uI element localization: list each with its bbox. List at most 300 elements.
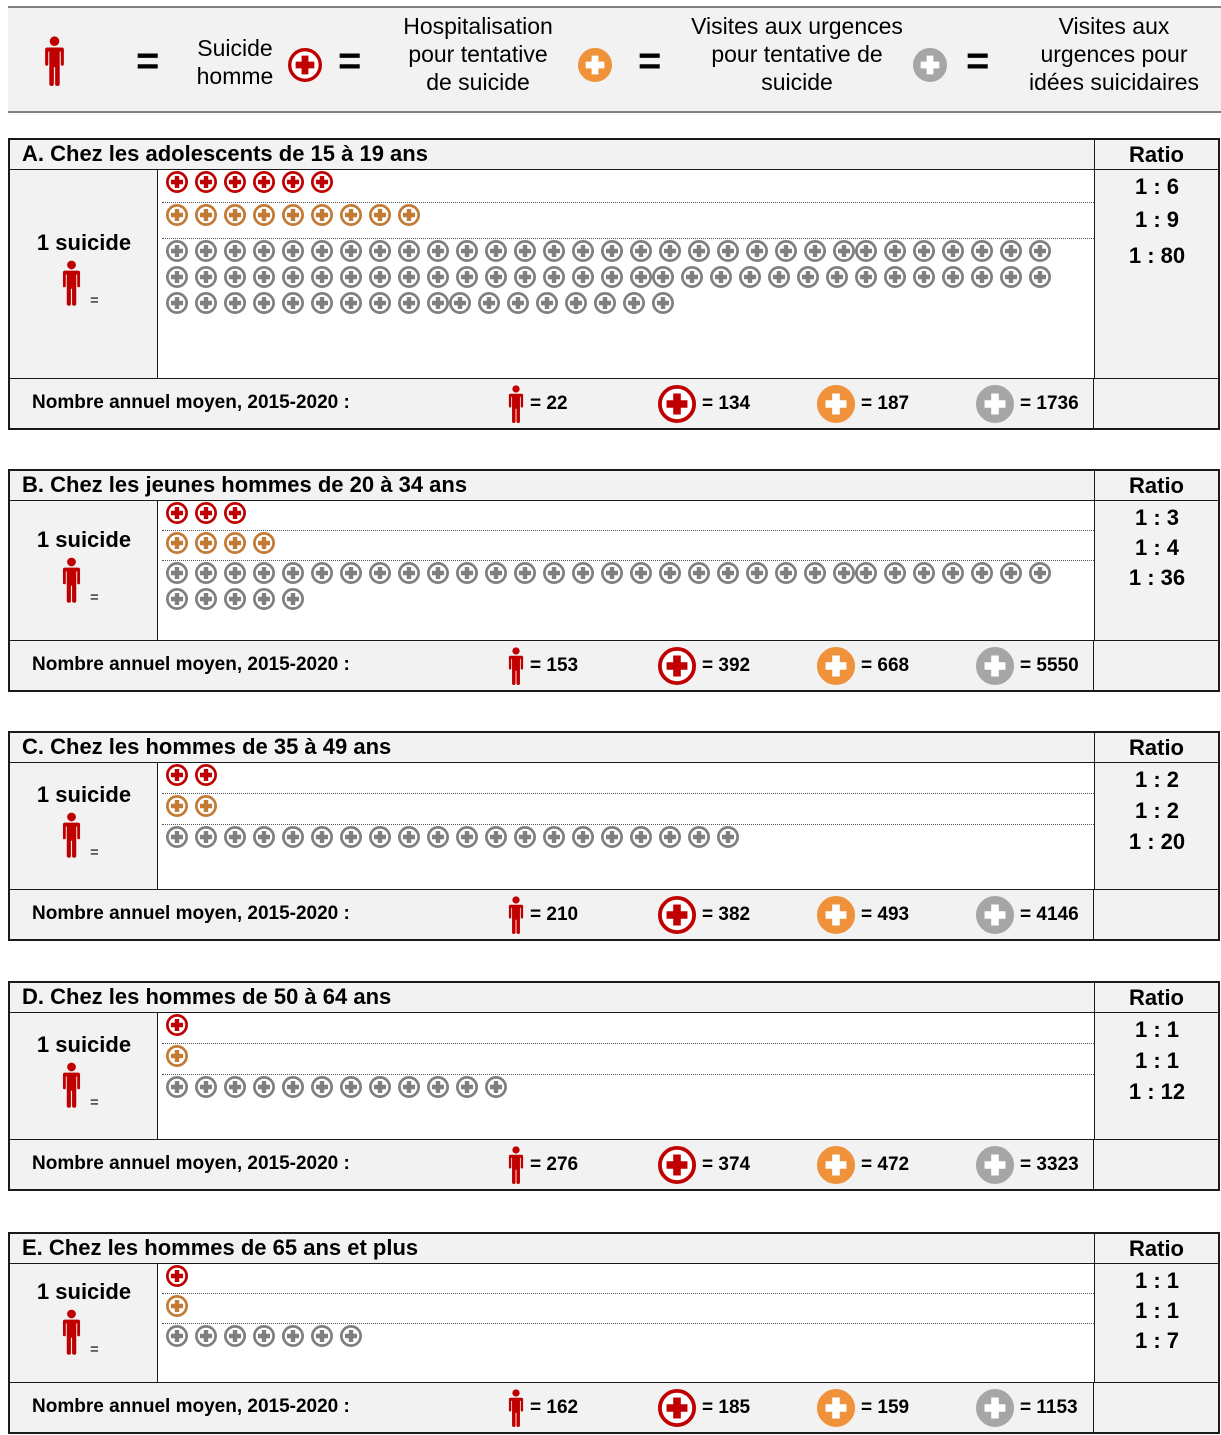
gray-cross-icon: [659, 240, 681, 262]
hosp-row: [162, 170, 1094, 203]
section-header: [10, 983, 1218, 1013]
gray-cross-icon: [427, 1076, 449, 1098]
gray-cross-icon: [804, 240, 826, 262]
section-footer: [10, 889, 1218, 939]
orange-cross-icon: [166, 204, 188, 226]
gray-cross-icon: [253, 266, 275, 288]
gray-cross-icon: [543, 240, 565, 262]
ratio-header: Ratio: [1094, 983, 1218, 1012]
orange-cross-icon: [311, 204, 333, 226]
gray-cross-icon: [340, 826, 362, 848]
gray-cross-icon: [485, 1076, 507, 1098]
gray-cross-icon: [688, 826, 710, 848]
man-icon: [62, 557, 81, 608]
gray-cross-icon: [456, 240, 478, 262]
orange-cross-icon: [224, 532, 246, 554]
gray-cross-icon: [456, 1076, 478, 1098]
gray-cross-icon: [282, 266, 304, 288]
ratio-value: 1 : 2: [1134, 767, 1180, 792]
one-suicide-cell: [10, 170, 158, 378]
ed_ideation-row: [162, 1075, 1094, 1143]
gray-cross-icon: [913, 240, 935, 262]
pictogram-area: [158, 170, 1094, 378]
annual-count-ed_attempt: [817, 1146, 909, 1184]
gray-cross-icon: [369, 826, 391, 848]
gray-cross-icon: [456, 826, 478, 848]
chart-section-c: [8, 731, 1220, 941]
annual-average-label: Nombre annuel moyen, 2015-2020 :: [32, 654, 350, 675]
ratio-value: 1 : 6: [1134, 174, 1180, 199]
red-cross-icon: [658, 647, 696, 685]
gray-cross-icon: [311, 266, 333, 288]
equals-sign: =: [90, 1094, 99, 1111]
orange-cross-icon: [195, 532, 217, 554]
gray-cross-icon: [971, 266, 993, 288]
red-cross-icon: [195, 502, 217, 524]
icons-wrap: [166, 1325, 1066, 1351]
ratio-value: 1 : 12: [1128, 1079, 1186, 1104]
red-cross-icon: [224, 502, 246, 524]
annual-count-hosp: [658, 1389, 750, 1427]
man-icon: [508, 385, 524, 423]
orange-cross-icon: [253, 532, 275, 554]
footer-divider: [1093, 1140, 1094, 1189]
orange-cross-icon: [817, 1146, 855, 1184]
gray-cross-icon: [681, 266, 703, 288]
annual-count-ed_attempt: [817, 385, 909, 423]
gray-cross-icon: [166, 1076, 188, 1098]
gray-cross-icon: [195, 588, 217, 610]
annual-count-value: = 374: [702, 1154, 751, 1175]
annual-count-value: = 382: [702, 904, 751, 925]
section-body: [10, 1013, 1218, 1139]
gray-cross-icon: [195, 1076, 217, 1098]
gray-cross-icon: [630, 240, 652, 262]
gray-cross-icon: [630, 266, 652, 288]
gray-cross-icon: [166, 562, 188, 584]
gray-cross-icon: [976, 1146, 1014, 1184]
footer-divider: [1093, 1383, 1094, 1432]
gray-cross-icon: [826, 266, 848, 288]
gray-cross-icon: [195, 826, 217, 848]
gray-cross-icon: [485, 240, 507, 262]
gray-cross-icon: [543, 562, 565, 584]
section-header: [10, 733, 1218, 763]
gray-cross-icon: [369, 266, 391, 288]
icons-wrap: [166, 1265, 1066, 1291]
icons-wrap: [166, 1295, 1066, 1321]
gray-cross-icon: [282, 240, 304, 262]
gray-cross-icon: [942, 562, 964, 584]
gray-cross-icon: [572, 266, 594, 288]
red-cross-icon: [166, 1265, 188, 1287]
annual-count-value: = 1153: [1020, 1397, 1078, 1418]
orange-cross-icon: [195, 795, 217, 817]
gray-cross-icon: [514, 562, 536, 584]
ratio-header: Ratio: [1094, 140, 1218, 169]
annual-count-suicide: [508, 1389, 578, 1427]
annual-count-value: = 159: [861, 1397, 910, 1418]
icons-wrap: [166, 204, 1066, 230]
legend-label: [180, 34, 290, 90]
orange-cross-icon: [578, 48, 612, 82]
chart-section-e: [8, 1232, 1220, 1434]
gray-cross-icon: [1000, 562, 1022, 584]
pictogram-area: [158, 763, 1094, 889]
gray-cross-icon: [253, 240, 275, 262]
ratio-column: [1094, 1264, 1218, 1382]
gray-cross-icon: [224, 562, 246, 584]
gray-cross-icon: [572, 240, 594, 262]
ratio-value: 1 : 1: [1134, 1048, 1180, 1073]
gray-cross-icon: [166, 240, 188, 262]
gray-cross-icon: [855, 266, 877, 288]
one-suicide-label: 1 suicide: [36, 230, 132, 255]
gray-cross-icon: [398, 1076, 420, 1098]
annual-count-hosp: [658, 1146, 750, 1184]
ed_attempt-row: [162, 203, 1094, 239]
gray-cross-icon: [224, 292, 246, 314]
gray-cross-icon: [282, 1076, 304, 1098]
gray-cross-icon: [855, 562, 877, 584]
gray-cross-icon: [311, 1325, 333, 1347]
orange-cross-icon: [166, 1295, 188, 1317]
gray-cross-icon: [507, 292, 529, 314]
gray-cross-icon: [427, 562, 449, 584]
man-icon: [62, 812, 81, 863]
gray-cross-icon: [565, 292, 587, 314]
section-body: [10, 170, 1218, 378]
gray-cross-icon: [427, 266, 449, 288]
ed_attempt-row: [162, 1044, 1094, 1075]
gray-cross-icon: [768, 266, 790, 288]
icons-wrap: [166, 1076, 1066, 1102]
gray-cross-icon: [514, 240, 536, 262]
legend-label-line: pour tentative de: [711, 41, 883, 67]
annual-count-value: = 210: [530, 904, 579, 925]
ratio-header: Ratio: [1094, 733, 1218, 762]
annual-count-value: = 3323: [1020, 1154, 1079, 1175]
gray-cross-icon: [195, 266, 217, 288]
gray-cross-icon: [253, 588, 275, 610]
ratio-value: 1 : 20: [1128, 829, 1186, 854]
gray-cross-icon: [485, 826, 507, 848]
gray-cross-icon: [543, 826, 565, 848]
gray-cross-icon: [427, 240, 449, 262]
annual-count-ed_ideation: [976, 1146, 1079, 1184]
gray-cross-icon: [630, 826, 652, 848]
man-icon: [62, 260, 81, 311]
one-suicide-label: 1 suicide: [36, 782, 132, 807]
man-icon: [44, 36, 65, 86]
red-cross-icon: [282, 171, 304, 193]
man-icon: [62, 1309, 81, 1360]
red-cross-icon: [311, 171, 333, 193]
orange-cross-icon: [195, 204, 217, 226]
hosp-row: [162, 1013, 1094, 1044]
gray-cross-icon: [224, 240, 246, 262]
gray-cross-icon: [572, 562, 594, 584]
gray-cross-icon: [282, 588, 304, 610]
ratio-column: [1094, 1013, 1218, 1139]
ratio-value: 1 : 1: [1134, 1268, 1180, 1293]
icons-wrap: [166, 562, 1066, 614]
gray-cross-icon: [833, 562, 855, 584]
gray-cross-icon: [1000, 240, 1022, 262]
annual-count-hosp: [658, 647, 750, 685]
section-footer: [10, 640, 1218, 690]
ratio-column: [1094, 501, 1218, 640]
ed_ideation-row: [162, 561, 1094, 644]
hosp-row: [162, 501, 1094, 531]
annual-count-value: = 1736: [1020, 393, 1079, 414]
footer-divider: [1093, 890, 1094, 939]
gray-cross-icon: [572, 826, 594, 848]
ed_attempt-row: [162, 531, 1094, 561]
orange-cross-icon: [340, 204, 362, 226]
icons-wrap: [166, 1045, 1066, 1071]
gray-cross-icon: [884, 266, 906, 288]
annual-average-label: Nombre annuel moyen, 2015-2020 :: [32, 903, 350, 924]
ratio-value: 1 : 7: [1134, 1328, 1180, 1353]
gray-cross-icon: [942, 266, 964, 288]
section-footer: [10, 378, 1218, 428]
one-suicide-label: 1 suicide: [36, 526, 132, 552]
gray-cross-icon: [623, 292, 645, 314]
man-icon: [508, 1146, 524, 1184]
gray-cross-icon: [340, 240, 362, 262]
ratio-column: [1094, 170, 1218, 378]
red-cross-icon: [288, 48, 322, 82]
gray-cross-icon: [1029, 266, 1051, 288]
gray-cross-icon: [224, 266, 246, 288]
section-header: [10, 1234, 1218, 1264]
gray-cross-icon: [398, 240, 420, 262]
red-cross-icon: [166, 764, 188, 786]
red-cross-icon: [166, 502, 188, 524]
gray-cross-icon: [1000, 266, 1022, 288]
annual-count-value: = 493: [861, 904, 910, 925]
gray-cross-icon: [195, 1325, 217, 1347]
gray-cross-icon: [166, 292, 188, 314]
orange-cross-icon: [166, 532, 188, 554]
icons-wrap: [166, 240, 1066, 318]
hosp-row: [162, 1264, 1094, 1294]
gray-cross-icon: [543, 266, 565, 288]
gray-cross-icon: [976, 647, 1014, 685]
gray-cross-icon: [369, 562, 391, 584]
gray-cross-icon: [340, 266, 362, 288]
annual-count-value: = 5550: [1020, 655, 1079, 676]
gray-cross-icon: [282, 292, 304, 314]
annual-count-value: = 276: [530, 1154, 579, 1175]
annual-count-value: = 4146: [1020, 904, 1079, 925]
gray-cross-icon: [514, 266, 536, 288]
gray-cross-icon: [282, 1325, 304, 1347]
legend-label-line: urgences pour: [1040, 41, 1188, 67]
section-title: B. Chez les jeunes hommes de 20 à 34 ans: [22, 472, 468, 497]
section-footer: [10, 1382, 1218, 1432]
gray-cross-icon: [253, 292, 275, 314]
section-footer: [10, 1139, 1218, 1189]
gray-cross-icon: [1029, 240, 1051, 262]
gray-cross-icon: [398, 292, 420, 314]
annual-count-value: = 187: [861, 393, 910, 414]
ratio-value: 1 : 1: [1134, 1298, 1180, 1323]
section-title: C. Chez les hommes de 35 à 49 ans: [22, 734, 392, 759]
section-header: [10, 471, 1218, 501]
gray-cross-icon: [746, 240, 768, 262]
chart-section-d: [8, 981, 1220, 1191]
red-cross-icon: [658, 1389, 696, 1427]
footer-divider: [1093, 379, 1094, 428]
gray-cross-icon: [594, 292, 616, 314]
ratio-header: Ratio: [1094, 1234, 1218, 1263]
gray-cross-icon: [976, 896, 1014, 934]
legend-label-line: de suicide: [426, 69, 530, 95]
footer-divider: [1093, 641, 1094, 690]
gray-cross-icon: [536, 292, 558, 314]
section-title: A. Chez les adolescents de 15 à 19 ans: [22, 141, 428, 166]
gray-cross-icon: [833, 240, 855, 262]
gray-cross-icon: [224, 588, 246, 610]
orange-cross-icon: [398, 204, 420, 226]
gray-cross-icon: [884, 240, 906, 262]
red-cross-icon: [253, 171, 275, 193]
section-title: E. Chez les hommes de 65 ans et plus: [22, 1235, 419, 1260]
gray-cross-icon: [195, 292, 217, 314]
gray-cross-icon: [688, 562, 710, 584]
gray-cross-icon: [166, 1325, 188, 1347]
gray-cross-icon: [398, 826, 420, 848]
orange-cross-icon: [369, 204, 391, 226]
gray-cross-icon: [652, 266, 674, 288]
gray-cross-icon: [224, 826, 246, 848]
gray-cross-icon: [253, 1325, 275, 1347]
gray-cross-icon: [311, 240, 333, 262]
orange-cross-icon: [282, 204, 304, 226]
gray-cross-icon: [340, 292, 362, 314]
gray-cross-icon: [688, 240, 710, 262]
gray-cross-icon: [659, 826, 681, 848]
gray-cross-icon: [775, 562, 797, 584]
gray-cross-icon: [224, 1325, 246, 1347]
gray-cross-icon: [913, 562, 935, 584]
gray-cross-icon: [340, 1325, 362, 1347]
gray-cross-icon: [659, 562, 681, 584]
orange-cross-icon: [817, 647, 855, 685]
red-cross-icon: [658, 896, 696, 934]
gray-cross-icon: [652, 292, 674, 314]
ed_attempt-row: [162, 794, 1094, 825]
gray-cross-icon: [601, 826, 623, 848]
ratio-value: 1 : 2: [1134, 798, 1180, 823]
red-cross-icon: [658, 1146, 696, 1184]
orange-cross-icon: [253, 204, 275, 226]
icons-wrap: [166, 795, 1066, 821]
gray-cross-icon: [166, 588, 188, 610]
gray-cross-icon: [971, 240, 993, 262]
annual-average-label: Nombre annuel moyen, 2015-2020 :: [32, 1396, 350, 1417]
gray-cross-icon: [1029, 562, 1051, 584]
gray-cross-icon: [311, 562, 333, 584]
gray-cross-icon: [166, 266, 188, 288]
red-cross-icon: [166, 171, 188, 193]
legend-equals: =: [966, 39, 990, 83]
gray-cross-icon: [884, 562, 906, 584]
legend-equals: =: [338, 39, 362, 83]
ed_ideation-row: [162, 825, 1094, 893]
gray-cross-icon: [456, 266, 478, 288]
legend-label: [1008, 12, 1220, 96]
section-header: [10, 140, 1218, 170]
legend-label-line: idées suicidaires: [1028, 69, 1200, 95]
ratio-header: Ratio: [1094, 471, 1218, 500]
ratio-value: 1 : 1: [1134, 1017, 1180, 1042]
equals-sign: =: [90, 292, 99, 309]
gray-cross-icon: [253, 826, 275, 848]
one-suicide-cell: [10, 1013, 158, 1139]
gray-cross-icon: [855, 240, 877, 262]
ratio-value: 1 : 9: [1134, 207, 1180, 232]
gray-cross-icon: [311, 292, 333, 314]
section-body: [10, 763, 1218, 889]
gray-cross-icon: [253, 562, 275, 584]
gray-cross-icon: [514, 826, 536, 848]
gray-cross-icon: [913, 266, 935, 288]
icons-wrap: [166, 171, 1066, 197]
annual-count-suicide: [508, 1146, 578, 1184]
gray-cross-icon: [166, 826, 188, 848]
gray-cross-icon: [717, 240, 739, 262]
gray-cross-icon: [311, 1076, 333, 1098]
gray-cross-icon: [398, 562, 420, 584]
gray-cross-icon: [427, 826, 449, 848]
orange-cross-icon: [166, 1045, 188, 1067]
gray-cross-icon: [478, 292, 500, 314]
annual-count-hosp: [658, 896, 750, 934]
orange-cross-icon: [224, 204, 246, 226]
annual-count-suicide: [508, 647, 578, 685]
gray-cross-icon: [976, 1389, 1014, 1427]
gray-cross-icon: [710, 266, 732, 288]
annual-count-value: = 162: [530, 1397, 579, 1418]
ed_ideation-row: [162, 1324, 1094, 1386]
annual-count-suicide: [508, 896, 578, 934]
ed_attempt-row: [162, 1294, 1094, 1324]
annual-count-value: = 134: [702, 393, 751, 414]
legend-label-line: Visites aux urgences: [691, 13, 903, 39]
icons-wrap: [166, 826, 1066, 852]
gray-cross-icon: [340, 562, 362, 584]
gray-cross-icon: [804, 562, 826, 584]
annual-count-value: = 185: [702, 1397, 751, 1418]
section-title: D. Chez les hommes de 50 à 64 ans: [22, 984, 392, 1009]
gray-cross-icon: [485, 266, 507, 288]
chart-section-a: [8, 138, 1220, 430]
gray-cross-icon: [746, 562, 768, 584]
gray-cross-icon: [976, 385, 1014, 423]
annual-count-value: = 668: [861, 655, 910, 676]
red-cross-icon: [195, 171, 217, 193]
icons-wrap: [166, 1014, 1066, 1040]
annual-count-value: = 22: [530, 393, 568, 414]
gray-cross-icon: [630, 562, 652, 584]
pictogram-area: [158, 1264, 1094, 1382]
section-body: [10, 1264, 1218, 1382]
gray-cross-icon: [739, 266, 761, 288]
annual-count-ed_attempt: [817, 896, 909, 934]
